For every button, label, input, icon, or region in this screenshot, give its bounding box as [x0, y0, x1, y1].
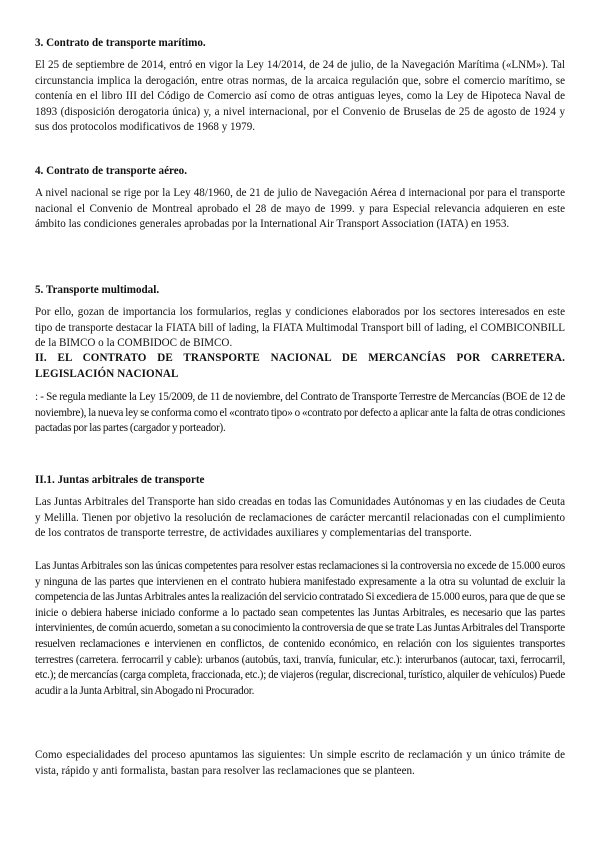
section-II1-paragraph-3: Como especialidades del proceso apuntamos las siguientes: Un simple escrito de reclamación y un único trámite de vista, rápido y anti formalista, bastan para resolver las reclamaciones que se planteen. — [35, 749, 565, 777]
section-3-heading: 3. Contrato de transporte marítimo. — [35, 37, 206, 49]
section-II-heading: II. EL CONTRATO DE TRANSPORTE NACIONAL DE MERCANCÍAS POR CARRETERA. LEGISLACIÓN NACIONAL — [35, 352, 565, 380]
section-II1-paragraph-2: Las Juntas Arbitrales son las únicas competentes para resolver estas reclamaciones si la controversia no excede de 15.000 euros y ninguna de las partes que intervienen en el contrato hubiera manifestado expresamente a la otra su voluntad de excluir la competencia de las Juntas Arbitrales antes la realización del servicio contratado Si excediera de 15.000 euros, para que de que se inicie o debiera haberse iniciado conforme a lo pactado sean competentes las Juntas Arbitrales, es necesario que las partes intervinientes, de común acuerdo, sometan a su conocimiento la controversia de que se trate Las Juntas Arbitrales del Transporte resuelven reclamaciones e intervienen en conflictos, de contenido económico, en relación con los siguientes transportes terrestres (carretera. ferrocarril y cable): urbanos (autobús, taxi, tranvía, funicular, etc.): interurbanos (autocar, taxi, ferrocarril, etc.); de mercancías (carga completa, fraccionada, etc.); de viajeros (regular, discrecional, turístico, alquiler de vehículos) Puede acudir a la Junta Arbitral, sin Abogado ni Procurador. — [35, 560, 565, 697]
section-4-heading: 4. Contrato de transporte aéreo. — [35, 165, 187, 177]
section-II1-paragraph-1: Las Juntas Arbitrales del Transporte han sido creadas en todas las Comunidades Autónomas y en las ciudades de Ceuta y Melilla. Tienen por objetivo la resolución de reclamaciones de carácter mercantil relacionadas con el cumplimiento de los contratos de transporte terrestre, de actividades auxiliares y complementarias del transporte. — [35, 496, 565, 540]
section-4-paragraph: A nivel nacional se rige por la Ley 48/1960, de 21 de julio de Navegación Aérea d internacional por para el transporte nacional el Convenio de Montreal aprobado el 28 de mayo de 1999. y para Especial relevancia adquieren en este ámbito las condiciones generales aprobadas por la International Air Transport Association (IATA) en 1953. — [35, 187, 565, 231]
section-II-paragraph: : - Se regula mediante la Ley 15/2009, de 11 de noviembre, del Contrato de Transporte Terrestre de Mercancías (BOE de 12 de noviembre), la nueva ley se conforma como el «contrato tipo» o «contrato por defecto a aplicar ante la falta de otras condiciones pactadas por las partes (cargador y porteador). — [35, 391, 565, 435]
section-5-heading: 5. Transporte multimodal. — [35, 284, 160, 296]
section-II1-heading: II.1. Juntas arbitrales de transporte — [35, 474, 205, 486]
section-5-paragraph: Por ello, gozan de importancia los formularios, reglas y condiciones elaborados por los sectores interesados en este tipo de transporte destacar la FIATA bill of lading, la FIATA Multimodal Transport bill of lading, el COMBICONBILL de la BIMCO o la COMBIDOC de BIMCO. — [35, 306, 565, 350]
section-3-paragraph: El 25 de septiembre de 2014, entró en vigor la Ley 14/2014, de 24 de julio, de la Navegación Marítima («LNM»). Tal circunstancia implica la derogación, entre otras normas, de la arcaica regulación que, sobre el comercio marítimo, se contenía en el libro III del Código de Comercio así como de otras antiguas leyes, como la Ley de Hipoteca Naval de 1893 (disposición derogatoria única) y, a nivel internacional, por el Convenio de Bruselas de 25 de agosto de 1924 y sus dos protocolos modificativos de 1968 y 1979. — [35, 59, 565, 134]
